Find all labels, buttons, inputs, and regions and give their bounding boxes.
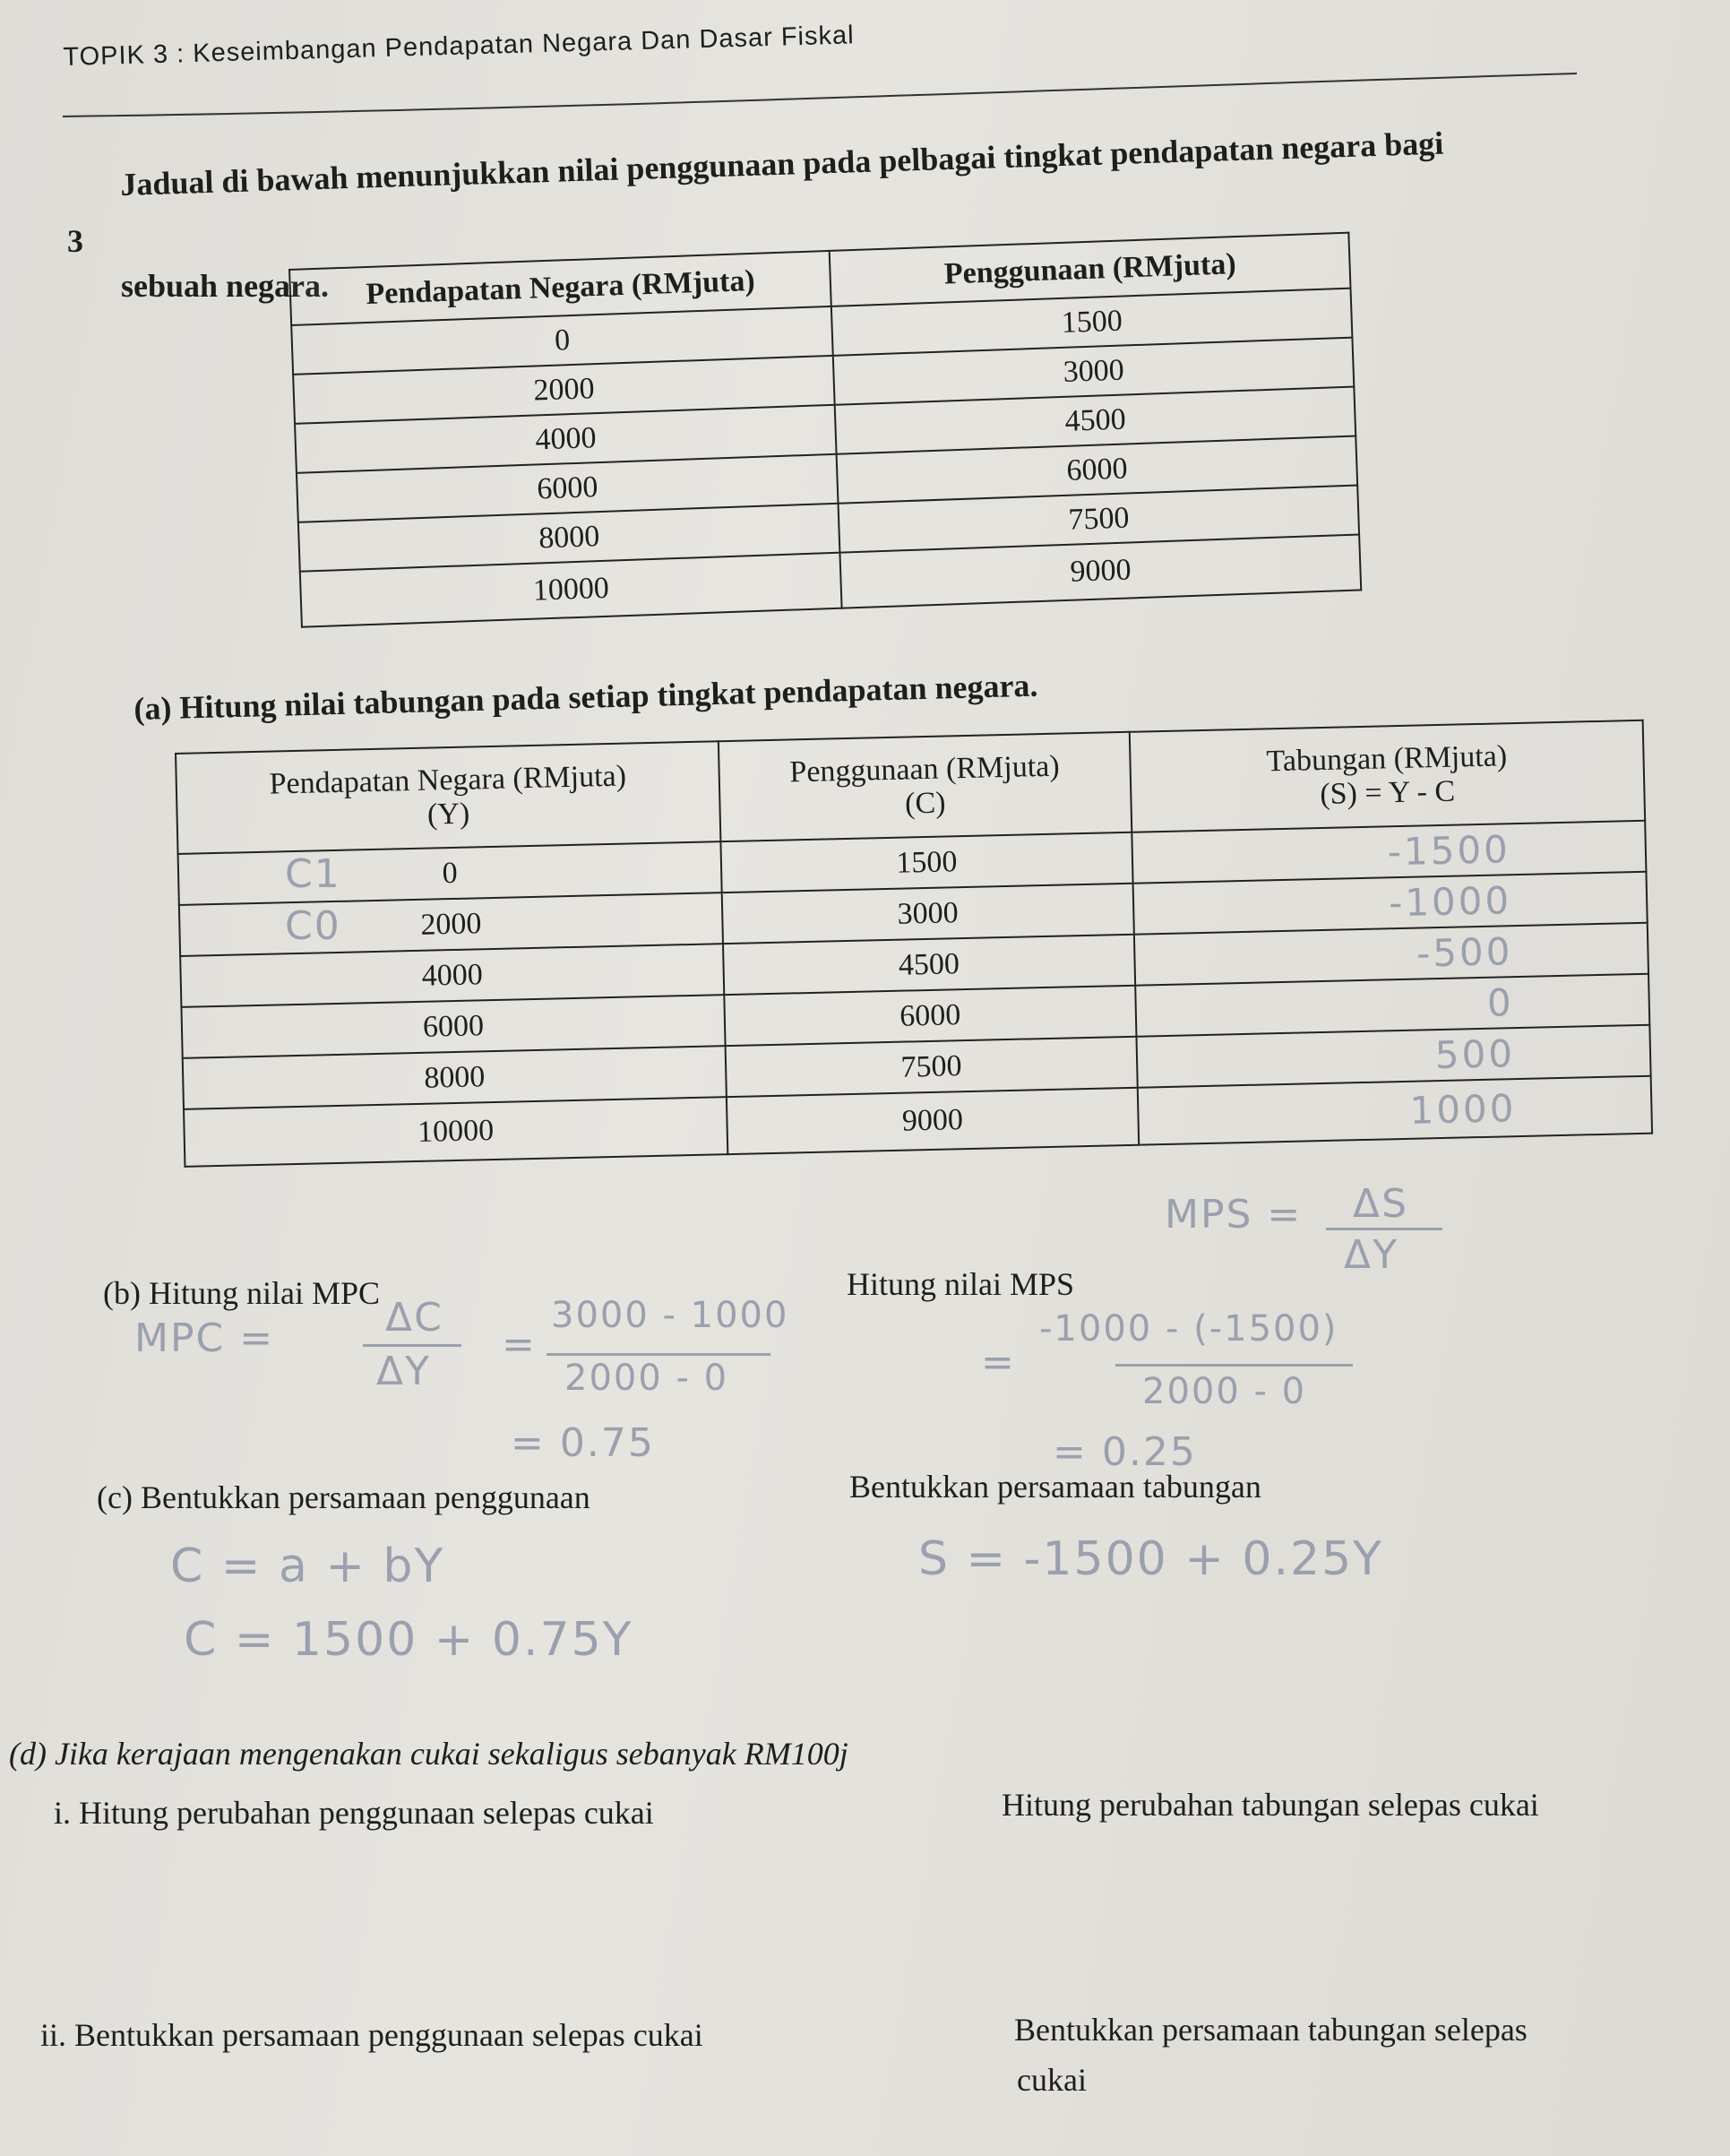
table1-cell: 10000 (300, 553, 842, 627)
hw-mps-den2: 2000 - 0 (1142, 1371, 1307, 1412)
hw-mps-frac-line (1326, 1228, 1442, 1230)
savings-answer: 500 (1136, 1025, 1650, 1088)
savings-cell: 0 (178, 841, 722, 905)
hw-mpc-frac-line (363, 1344, 461, 1347)
table1-header-consumption: Penggunaan (RMjuta) (830, 233, 1350, 306)
hw-mps-lhs: MPS = (1165, 1192, 1303, 1238)
table1-cell: 1500 (831, 289, 1352, 356)
topic-underline (54, 54, 1595, 125)
hw-mps-num: ΔS (1353, 1181, 1409, 1227)
hw-mps-result: = 0.25 (1053, 1429, 1197, 1475)
savings-cell: 2000 (179, 893, 723, 956)
question-number: 3 (67, 223, 83, 259)
savings-cell: 4500 (723, 935, 1135, 995)
savings-header-income-symbol: (Y) (426, 797, 470, 832)
hw-mpc-den2: 2000 - 0 (564, 1358, 729, 1399)
savings-cell: 3000 (722, 884, 1134, 944)
table1-cell: 9000 (840, 534, 1361, 608)
savings-header-savings-formula: (S) = Y - C (1319, 774, 1456, 812)
savings-answer: 0 (1135, 974, 1649, 1037)
part-c-label: (c) Bentukkan persamaan penggunaan (97, 1479, 590, 1515)
part-d-ii-right-line2: cukai (1017, 2062, 1087, 2098)
savings-answer: -1500 (1132, 821, 1646, 884)
consumption-table (288, 232, 1362, 628)
savings-header-savings-label: Tabungan (RMjuta) (1266, 739, 1508, 779)
table1-cell: 8000 (298, 504, 840, 572)
hw-mpc-den: ΔY (376, 1349, 431, 1394)
table1-cell: 6000 (837, 436, 1357, 504)
savings-header-income-label: Pendapatan Negara (RMjuta) (269, 759, 627, 801)
savings-answer: -1000 (1132, 872, 1647, 935)
table1-cell: 0 (291, 306, 833, 375)
hw-mps-equals: = (981, 1340, 1016, 1385)
savings-table (175, 720, 1653, 1168)
savings-cell: 4000 (180, 944, 724, 1007)
table1-cell: 4000 (295, 405, 837, 473)
hw-equals: = (502, 1322, 537, 1367)
part-b-label: (b) Hitung nilai MPC (103, 1275, 381, 1311)
table1-cell: 3000 (833, 338, 1354, 405)
hw-mpc-result: = 0.75 (511, 1420, 655, 1466)
savings-header-consumption (719, 732, 1132, 841)
savings-cell: 10000 (184, 1097, 727, 1167)
hw-mps-frac-line2 (1115, 1364, 1353, 1367)
savings-header-consumption-symbol: (C) (904, 786, 946, 821)
hw-mpc-num: ΔC (385, 1295, 443, 1341)
hw-consumption-general: C = a + bY (170, 1539, 445, 1593)
part-d-ii-left: ii. Bentukkan persamaan penggunaan selepas cukai (40, 2017, 703, 2053)
table1-cell: 2000 (293, 356, 835, 424)
part-d-i-left: i. Hitung perubahan penggunaan selepas cukai (54, 1795, 654, 1831)
hw-consumption-equation: C = 1500 + 0.75Y (184, 1613, 633, 1667)
savings-cell: 6000 (181, 995, 725, 1058)
savings-cell: 8000 (183, 1046, 727, 1109)
part-d-i-right: Hitung perubahan tabungan selepas cukai (1002, 1787, 1539, 1823)
part-d-label: (d) Jika kerajaan mengenakan cukai sekaligus sebanyak RM100j (9, 1736, 848, 1772)
table1-header-income: Pendapatan Negara (RMjuta) (289, 251, 831, 325)
hw-mps-den: ΔY (1344, 1232, 1399, 1278)
part-d-ii-right-line1: Bentukkan persamaan tabungan selepas (1014, 2012, 1528, 2048)
part-b-mps-label: Hitung nilai MPS (847, 1266, 1075, 1302)
question-intro-line2: sebuah negara. (121, 268, 330, 304)
savings-answer: 1000 (1137, 1076, 1652, 1145)
part-a-text: Hitung nilai tabungan pada setiap tingkat pendapatan negara. (178, 667, 1038, 726)
savings-cell: 9000 (727, 1088, 1139, 1154)
part-a-label: (a) (133, 689, 172, 728)
table1-cell: 4500 (835, 387, 1356, 454)
table1-cell: 6000 (297, 454, 839, 522)
savings-header-consumption-label: Penggunaan (RMjuta) (789, 749, 1060, 789)
savings-answer: -500 (1134, 923, 1648, 986)
savings-header-income (176, 741, 720, 854)
hw-savings-equation: S = -1500 + 0.25Y (918, 1532, 1383, 1586)
hw-mps-num2: -1000 - (-1500) (1039, 1308, 1338, 1350)
hw-mpc-frac-line2 (547, 1353, 770, 1356)
savings-cell: 1500 (720, 832, 1132, 893)
savings-cell: 7500 (726, 1037, 1138, 1097)
savings-cell: 6000 (724, 986, 1136, 1046)
part-c-savings-label: Bentukkan persamaan tabungan (849, 1469, 1261, 1505)
table1-cell: 7500 (839, 486, 1359, 553)
hw-mpc-lhs: MPC = (134, 1315, 275, 1361)
margin-note-c0: C0 (285, 903, 341, 949)
topic-title: TOPIK 3 : Keseimbangan Pendapatan Negara Dan Dasar Fiskal (63, 21, 855, 72)
question-intro-line1: Jadual di bawah menunjukkan nilai penggunaan pada pelbagai tingkat pendapatan negara bagi (119, 125, 1444, 203)
margin-note-c1: C1 (285, 851, 341, 897)
hw-mpc-num2: 3000 - 1000 (551, 1295, 789, 1336)
savings-header-savings (1129, 720, 1645, 832)
